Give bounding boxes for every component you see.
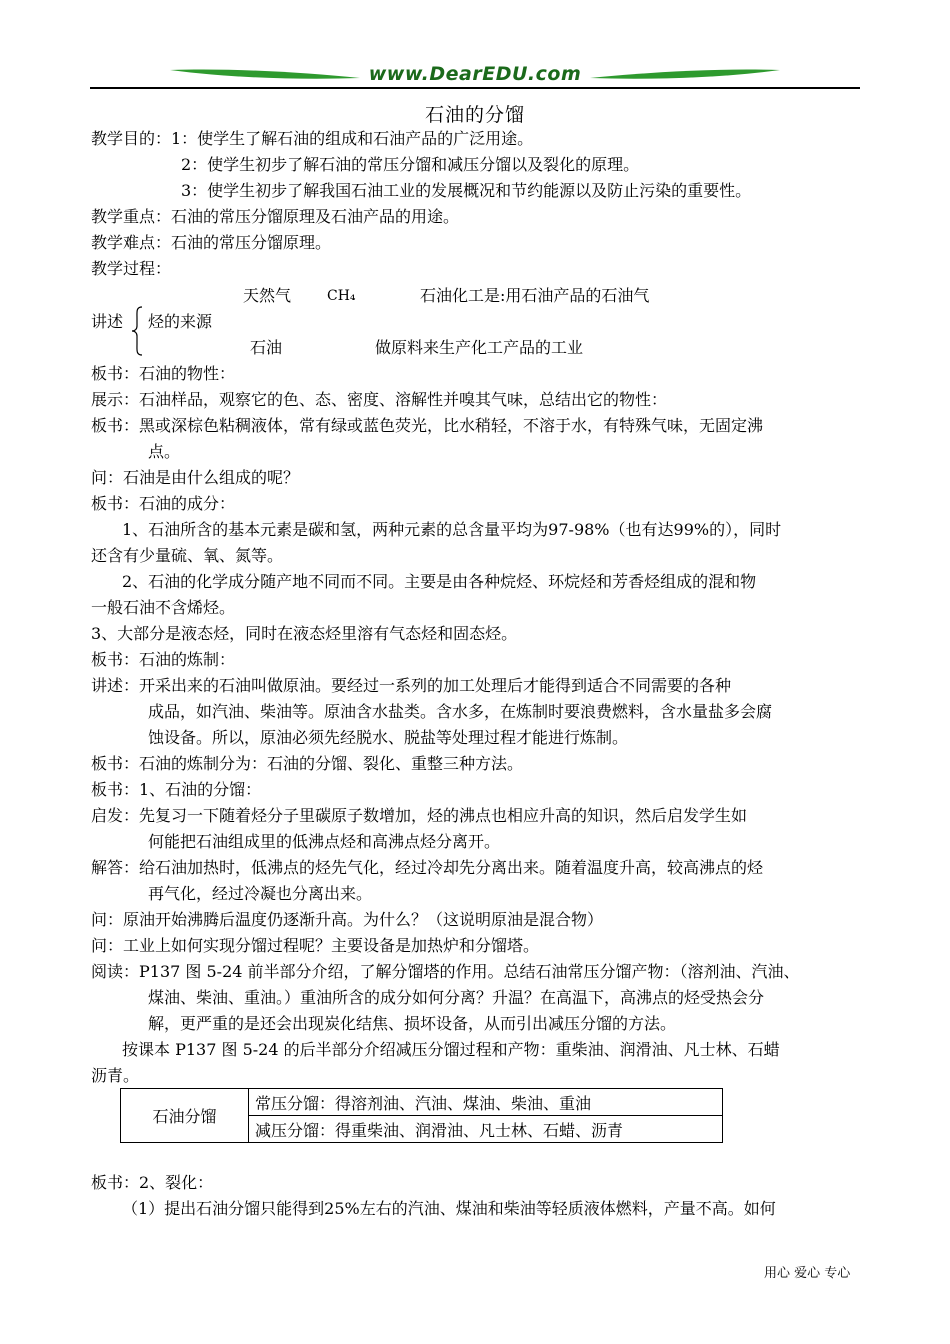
show-line: 展示：石油样品，观察它的色、态、密度、溶解性并嗅其气味，总结出它的物性： (91, 390, 668, 409)
left-brace-icon (131, 306, 143, 356)
board-properties: 板书：黑或深棕色粘稠液体，常有绿或蓝色荧光，比水稍轻，不溶于水，有特殊气味，无固定沸 (91, 416, 764, 435)
process-line: 教学过程： (91, 259, 172, 278)
diagram-ch4: CH₄ (327, 288, 356, 304)
table-cell-vacuum: 减压分馏：得重柴油、润滑油、凡士林、石蜡、沥青 (249, 1116, 723, 1143)
answer-line: 解答：给石油加热时，低沸点的烃先气化，经过冷却先分离出来。随着温度升高，较高沸点的烃 (91, 858, 764, 877)
diagram-raw-material: 做原料来生产化工产品的工业 (375, 338, 584, 357)
reading-line: 阅读：P137 图 5-24 前半部分介绍，了解分馏塔的作用。总结石油常压分馏产物：（溶剂油、汽油、 (91, 962, 800, 981)
site-header (90, 58, 860, 92)
difficulty-line: 教学难点：石油的常压分馏原理。 (91, 233, 332, 252)
diagram-petrochemical: 石油化工是:用石油产品的石油气 (420, 286, 650, 305)
board-cracking: 板书：2、裂化： (91, 1173, 214, 1192)
answer-line-cont: 再气化，经过冷凝也分离出来。 (148, 884, 373, 903)
inspire-line-cont: 何能把石油组成里的低沸点烃和高沸点烃分离开。 (148, 832, 501, 851)
board-properties-cont: 点。 (148, 442, 181, 461)
board-composition: 板书：石油的成分： (91, 494, 236, 513)
site-logo-text: www.DearEDU.com (368, 63, 582, 85)
goal-line-3: 3：使学生初步了解我国石油工业的发展概况和节约能源以及防止污染的重要性。 (181, 181, 752, 200)
composition-item-3: 3、大部分是液态烃，同时在液态烃里溶有气态烃和固态烃。 (91, 624, 518, 643)
reading-line-3: 解，更严重的是还会出现炭化结焦、损坏设备，从而引出减压分馏的方法。 (148, 1014, 677, 1033)
table-cell-atmospheric: 常压分馏：得溶剂油、汽油、煤油、柴油、重油 (249, 1089, 723, 1116)
table-head-cell: 石油分馏 (121, 1089, 249, 1143)
table-row (121, 1089, 723, 1116)
cracking-item-1: （1）提出石油分馏只能得到25%左右的汽油、煤油和柴油等轻质液体燃料，产量不高。如何 (122, 1199, 776, 1218)
narration-refining-3: 蚀设备。所以，原油必须先经脱水、脱盐等处理过程才能进行炼制。 (148, 728, 629, 747)
document-title: 石油的分馏 (424, 104, 525, 126)
board-physical: 板书：石油的物性： (91, 364, 236, 383)
reading-line-2: 煤油、柴油、重油。）重油所含的成分如何分离？升温？在高温下，高沸点的烃受热会分 (148, 988, 765, 1007)
distillation-table (120, 1088, 723, 1143)
goal-line-1: 教学目的：1：使学生了解石油的组成和石油产品的广泛用途。 (91, 129, 534, 148)
left-swoosh-icon (170, 66, 360, 84)
key-point-line: 教学重点：石油的常压分馏原理及石油产品的用途。 (91, 207, 460, 226)
page-footer: 用心 爱心 专心 (764, 1266, 851, 1281)
diagram-oil: 石油 (250, 338, 283, 357)
diagram-natural-gas: 天然气 (243, 286, 292, 305)
board-refining: 板书：石油的炼制： (91, 650, 236, 669)
diagram-lead: 讲述 (91, 312, 124, 331)
question-industry: 问：工业上如何实现分馏过程呢？主要设备是加热炉和分馏塔。 (91, 936, 540, 955)
diagram-source: 烃的来源 (148, 312, 213, 331)
composition-item-2: 2、石油的化学成分随产地不同而不同。主要是由各种烷烃、环烷烃和芳香烃组成的混和物 (122, 572, 757, 591)
goal-line-2: 2：使学生初步了解石油的常压分馏和减压分馏以及裂化的原理。 (181, 155, 640, 174)
header-rule (90, 87, 860, 89)
composition-item-2-cont: 一般石油不含烯烃。 (91, 598, 236, 617)
narration-refining: 讲述：开采出来的石油叫做原油。要经过一系列的加工处理后才能得到适合不同需要的各种 (91, 676, 732, 695)
inspire-line: 启发：先复习一下随着烃分子里碳原子数增加，烃的沸点也相应升高的知识，然后启发学生如 (91, 806, 748, 825)
narration-refining-2: 成品，如汽油、柴油等。原油含水盐类。含水多，在炼制时要浪费燃料，含水量盐多会腐 (148, 702, 773, 721)
board-methods: 板书：石油的炼制分为：石油的分馏、裂化、重整三种方法。 (91, 754, 524, 773)
question-composition: 问：石油是由什么组成的呢？ (91, 468, 300, 487)
question-boiling: 问：原油开始沸腾后温度仍逐渐升高。为什么？（这说明原油是混合物） (91, 910, 604, 929)
composition-item-1: 1、石油所含的基本元素是碳和氢，两种元素的总含量平均为97-98%（也有达99%的），同时 (122, 520, 782, 539)
textbook-line-cont: 沥青。 (91, 1066, 140, 1085)
board-distillation: 板书：1、石油的分馏： (91, 780, 262, 799)
composition-item-1-cont: 还含有少量硫、氧、氮等。 (91, 546, 284, 565)
right-swoosh-icon (590, 66, 780, 84)
textbook-line: 按课本 P137 图 5-24 的后半部分介绍减压分馏过程和产物：重柴油、润滑油、凡士林、石蜡 (122, 1040, 780, 1059)
